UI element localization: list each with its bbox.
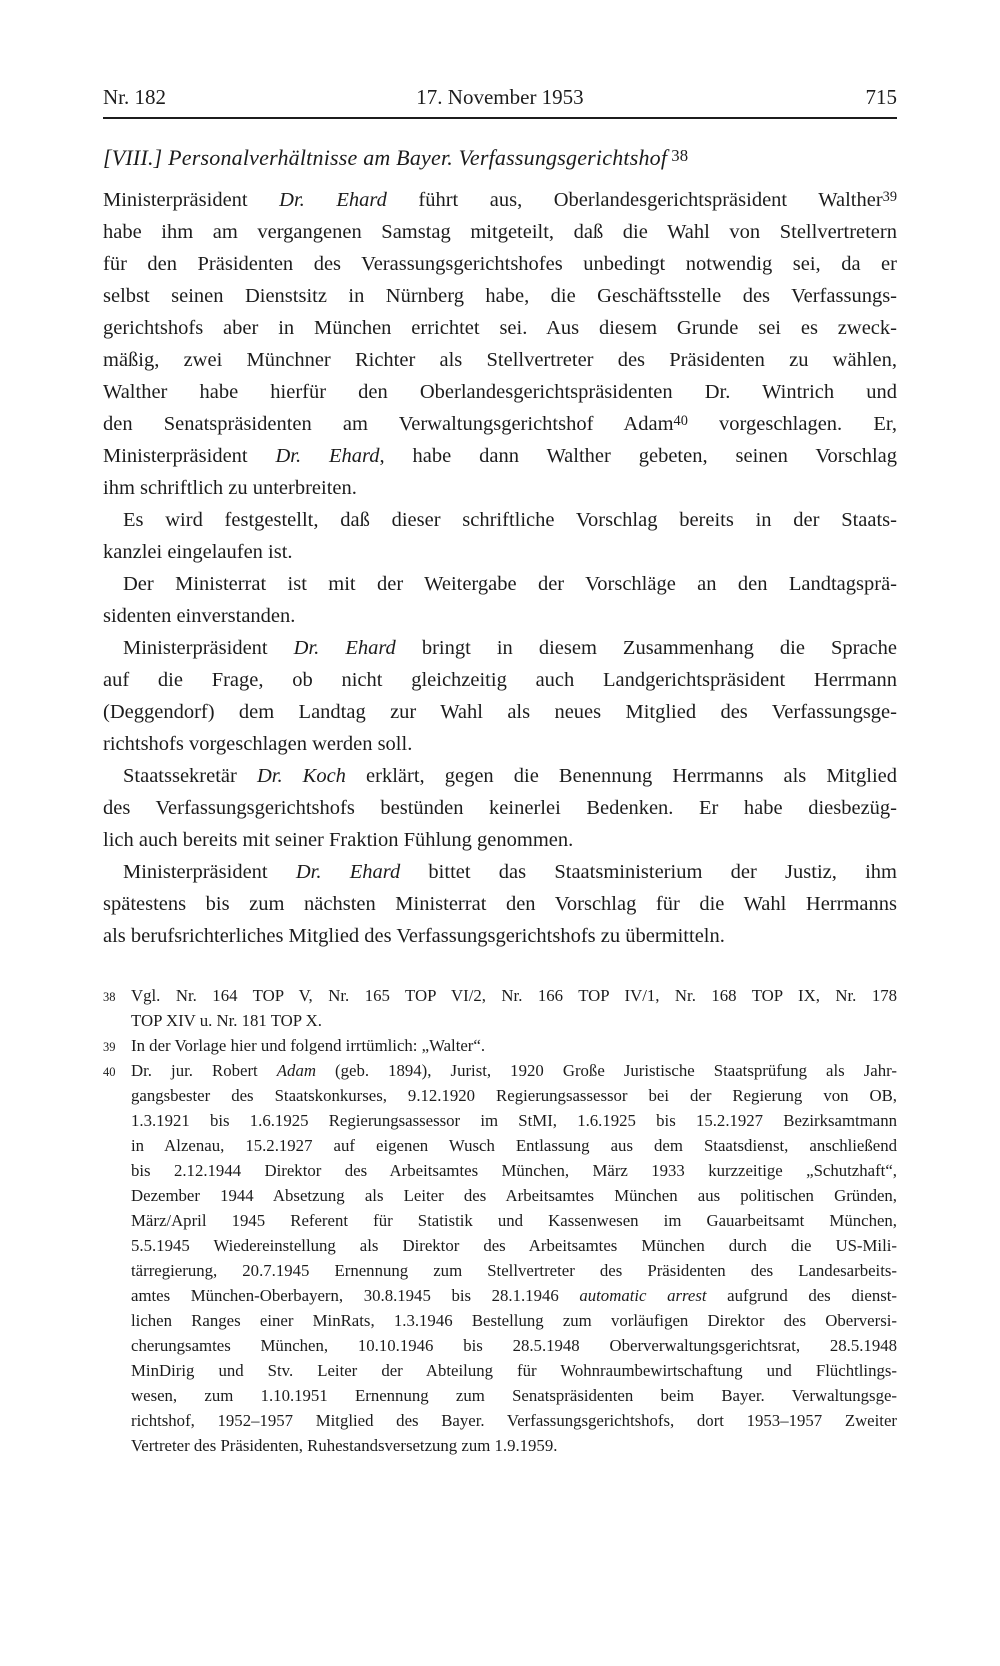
text-run: erklärt, gegen die Benennung Herrmanns als Mitglied — [345, 765, 897, 787]
text-line — [103, 440, 897, 472]
text-line — [103, 536, 897, 568]
text-run: bringt in diesem Zusammenhang die Sprache — [395, 637, 897, 659]
text-line — [131, 1008, 897, 1033]
text-line — [131, 1058, 897, 1083]
text-line — [103, 888, 897, 920]
text-run: 5.5.1945 Wiedereinstellung als Direktor des Arbeitsamtes München durch die US-Mili- — [131, 1236, 897, 1255]
paragraph — [103, 632, 897, 760]
text-line — [103, 920, 897, 952]
text-line — [131, 1183, 897, 1208]
paragraph — [103, 184, 897, 504]
text-line — [131, 1408, 897, 1433]
text-line — [103, 664, 897, 696]
text-run: Adam — [276, 1061, 316, 1080]
text-run: selbst seinen Dienstsitz in Nürnberg habe, die Geschäftsstelle des Verfassungs- — [103, 285, 897, 307]
text-run: , habe dann Walther gebeten, seinen Vorschlag — [379, 445, 897, 467]
text-line — [131, 1333, 897, 1358]
text-line — [103, 472, 897, 504]
text-run: den Senatspräsidenten am Verwaltungsgerichtshof Adam — [103, 413, 674, 435]
text-line — [103, 184, 897, 216]
text-run: Staatssekretär — [123, 765, 257, 787]
text-line — [103, 344, 897, 376]
text-run: tärregierung, 20.7.1945 Ernennung zum Stellvertreter des Präsidenten des Landesarbeits- — [131, 1261, 897, 1280]
text-line — [131, 1033, 897, 1058]
text-line — [131, 1433, 897, 1458]
text-line — [131, 1383, 897, 1408]
text-line — [103, 696, 897, 728]
paragraph — [103, 856, 897, 952]
text-line — [131, 1283, 897, 1308]
text-run: März/April 1945 Referent für Statistik und Kassenwesen im Gauarbeitsamt München, — [131, 1211, 897, 1230]
text-run: Dr. Ehard — [295, 861, 401, 883]
header-rule — [103, 117, 897, 119]
text-run: spätestens bis zum nächsten Ministerrat den Vorschlag für die Wahl Herrmanns — [103, 893, 897, 915]
text-run: mäßig, zwei Münchner Richter als Stellvertreter des Präsidenten zu wählen, — [103, 349, 897, 371]
text-run: in Alzenau, 15.2.1927 auf eigenen Wusch Entlassung aus dem Staatsdienst, anschließend — [131, 1136, 897, 1155]
text-run: auf die Frage, ob nicht gleichzeitig auch Landgerichtspräsident Herrmann — [103, 669, 897, 691]
text-run: für den Präsidenten des Verassungsgerichtshofes unbedingt notwendig sei, da er — [103, 253, 897, 275]
text-run: als berufsrichterliches Mitglied des Verfassungsgerichtshofs zu übermitteln. — [103, 925, 725, 947]
text-run: Ministerpräsident — [123, 861, 296, 883]
text-run: Ministerpräsident — [103, 445, 276, 467]
text-run: aufgrund des dienst- — [706, 1286, 897, 1305]
paragraph — [103, 568, 897, 632]
text-line — [103, 312, 897, 344]
text-run: 38 — [671, 145, 689, 165]
running-header — [103, 85, 897, 110]
text-run: Vertreter des Präsidenten, Ruhestandsversetzung zum 1.9.1959. — [131, 1436, 558, 1455]
text-line — [103, 728, 897, 760]
text-run: lichen Ranges einer MinRats, 1.3.1946 Bestellung zum vorläufigen Direktor des Oberversi- — [131, 1311, 897, 1330]
footnote — [103, 1033, 897, 1058]
text-run: Dr. Koch — [256, 765, 346, 787]
text-run: Es wird festgestellt, daß dieser schriftliche Vorschlag bereits in der Staats- — [123, 509, 897, 531]
text-run: TOP XIV u. Nr. 181 TOP X. — [131, 1011, 322, 1030]
footnote — [103, 983, 897, 1033]
text-line — [103, 792, 897, 824]
text-run: gerichtshofs aber in München errichtet sei. Aus diesem Grunde sei es zweck- — [103, 317, 897, 339]
text-run: lich auch bereits mit seiner Fraktion Fühlung genommen. — [103, 829, 574, 851]
body-text — [103, 184, 897, 952]
text-line — [103, 760, 897, 792]
text-run: gangsbester des Staatskonkurses, 9.12.1920 Regierungsassessor bei der Regierung von OB, — [131, 1086, 897, 1105]
text-run: Dr. jur. Robert — [131, 1061, 277, 1080]
text-run: Vgl. Nr. 164 TOP V, Nr. 165 TOP VI/2, Nr. 166 TOP IV/1, Nr. 168 TOP IX, Nr. 178 — [131, 986, 897, 1005]
text-line — [103, 216, 897, 248]
footnote-marker: 40 — [103, 1065, 116, 1079]
text-line — [131, 1158, 897, 1183]
text-run: führt aus, Oberlandesgerichtspräsident Walther — [386, 189, 883, 211]
text-run: Dr. Ehard — [275, 445, 380, 467]
text-line — [131, 1133, 897, 1158]
text-run: In der Vorlage hier und folgend irrtümlich: „Walter“. — [131, 1036, 486, 1055]
text-run: Dr. Ehard — [279, 189, 387, 211]
text-run: habe ihm am vergangenen Samstag mitgeteilt, daß die Wahl von Stellvertretern — [103, 221, 897, 243]
text-run: Walther habe hierfür den Oberlandesgerichtspräsidenten Dr. Wintrich und — [103, 381, 897, 403]
text-run: Ministerpräsident — [123, 637, 294, 659]
text-run: 40 — [673, 412, 688, 429]
text-line — [131, 1308, 897, 1333]
text-line — [131, 1258, 897, 1283]
text-run: automatic arrest — [579, 1286, 707, 1305]
text-run: Ministerpräsident — [103, 189, 280, 211]
text-line — [131, 1083, 897, 1108]
text-run: Der Ministerrat ist mit der Weitergabe der Vorschläge an den Landtagsprä- — [123, 573, 897, 595]
text-run: vorgeschlagen. Er, — [687, 413, 897, 435]
text-run: (Deggendorf) dem Landtag zur Wahl als neues Mitglied des Verfassungsge- — [103, 701, 897, 723]
text-line — [103, 632, 897, 664]
paragraph — [103, 760, 897, 856]
text-run: richtshof, 1952–1957 Mitglied des Bayer. Verfassungsgerichtshofs, dort 1953–1957 Zweiter — [131, 1411, 897, 1430]
paragraph — [103, 504, 897, 568]
footnote-marker: 38 — [103, 990, 116, 1004]
section-heading — [103, 144, 897, 172]
text-line — [131, 1108, 897, 1133]
text-line — [131, 1233, 897, 1258]
text-line — [103, 248, 897, 280]
text-run: 39 — [882, 188, 897, 205]
text-line — [131, 1208, 897, 1233]
text-line — [103, 568, 897, 600]
footnotes — [103, 983, 897, 1458]
text-line — [103, 600, 897, 632]
text-run: bis 2.12.1944 Direktor des Arbeitsamtes München, März 1933 kurzzeitige „Schutzhaft“, — [131, 1161, 897, 1180]
text-line — [103, 408, 897, 440]
page-number: 715 — [865, 85, 897, 109]
text-line — [131, 983, 897, 1008]
text-run: bittet das Staatsministerium der Justiz, ihm — [400, 861, 897, 883]
text-line — [103, 376, 897, 408]
text-line — [103, 824, 897, 856]
text-run: des Verfassungsgerichtshofs bestünden keinerlei Bedenken. Er habe diesbezüg- — [103, 797, 897, 819]
text-run: Dezember 1944 Absetzung als Leiter des Arbeitsamtes München aus politischen Gründen, — [131, 1186, 897, 1205]
text-run: sidenten einverstanden. — [103, 605, 296, 627]
text-run: richtshofs vorgeschlagen werden soll. — [103, 733, 413, 755]
text-line — [103, 280, 897, 312]
footnote — [103, 1058, 897, 1458]
text-line — [103, 504, 897, 536]
text-run: wesen, zum 1.10.1951 Ernennung zum Senatspräsidenten beim Bayer. Verwaltungsge- — [131, 1386, 897, 1405]
text-run: ihm schriftlich zu unterbreiten. — [103, 477, 357, 499]
text-run: (geb. 1894), Jurist, 1920 Große Juristische Staatsprüfung als Jahr- — [315, 1061, 897, 1080]
text-run: [VIII.] Personalverhältnisse am Bayer. Verfassungsgerichtshof — [103, 145, 668, 170]
text-run: amtes München-Oberbayern, 30.8.1945 bis 28.1.1946 — [131, 1286, 580, 1305]
text-run: cherungsamtes München, 10.10.1946 bis 28.5.1948 Oberverwaltungsgerichtsrat, 28.5.1948 — [131, 1336, 897, 1355]
text-line — [103, 856, 897, 888]
text-run: Dr. Ehard — [293, 637, 396, 659]
text-run: kanzlei eingelaufen ist. — [103, 541, 293, 563]
text-column — [103, 0, 897, 1458]
doc-number: Nr. 182 — [103, 85, 166, 109]
text-line — [131, 1358, 897, 1383]
footnote-marker: 39 — [103, 1040, 116, 1054]
header-date: 17. November 1953 — [416, 85, 584, 109]
text-run: MinDirig und Stv. Leiter der Abteilung für Wohnraumbewirtschaftung und Flüchtlings- — [131, 1361, 897, 1380]
text-run: 1.3.1921 bis 1.6.1925 Regierungsassessor im StMI, 1.6.1925 bis 15.2.1927 Bezirksamtmann — [131, 1111, 897, 1130]
